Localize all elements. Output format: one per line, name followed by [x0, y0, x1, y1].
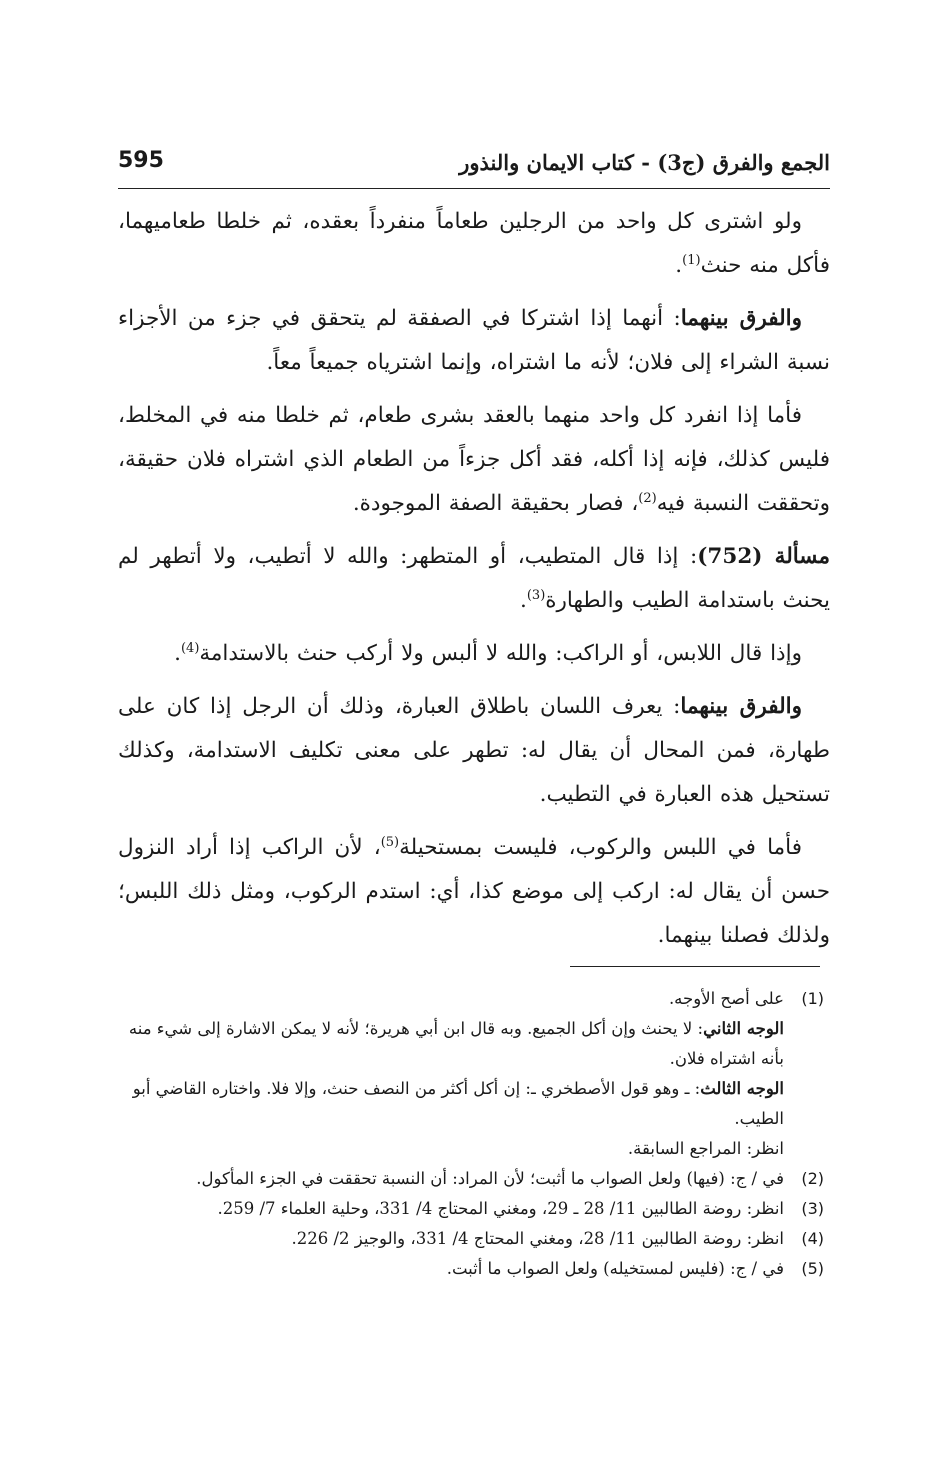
- footnote-1-reference: انظر: المراجع السابقة.: [627, 1139, 784, 1158]
- masala-paragraph: مسألة (752): إذا قال المتطيب، أو المتطهر: والله لا أتطيب، ولا أتطهر لم يحنث باستدامة الطيب والطهارة$^{(3)}$.: [118, 544, 831, 613]
- paragraph-6: [118, 685, 830, 817]
- paragraph-1: ولو اشترى كل واحد من الرجلين طعاماً منفرداً بعقده، ثم خلطا طعاميهما، فأكل منه حنث$^{(1)}$.: [118, 209, 830, 278]
- paragraph-5: وإذا قال اللابس، أو الراكب: والله لا ألبس ولا أركب حنث بالاستدامة$^{(4)}$.: [174, 640, 802, 666]
- footnote-number: (2): [801, 1169, 824, 1188]
- footnote-divider: [570, 966, 820, 967]
- footnote-number: (1): [801, 989, 824, 1008]
- footnote-4: [118, 1224, 830, 1254]
- masala-heading: مسألة (752): [697, 544, 831, 569]
- footnote-ref-2: (2): [638, 490, 657, 506]
- paragraph-3-end: ، فصار بحقيقة الصفة الموجودة.: [352, 491, 639, 516]
- footnote-2: [118, 1164, 830, 1194]
- footnote-1-second-view: [118, 1014, 830, 1074]
- footnote-2-text: في / ج: (فيها) ولعل الصواب ما أثبت؛ لأن المراد: أن النسبة تحققت في الجزء المأكول.: [196, 1169, 784, 1188]
- footnote-1: [118, 984, 830, 1014]
- paragraph-3: [118, 394, 830, 526]
- paragraph-7: [118, 826, 830, 958]
- main-text: [118, 200, 830, 967]
- third-view-text: : ـ وهو قول الأصطخري ـ: إن أكل أكثر من النصف حنث، وإلا فلا. واختاره القاضي أبو الطيب.: [132, 1079, 784, 1128]
- paragraph-6-text: : يعرف اللسان باطلاق العبارة، وذلك أن الرجل إذا كان على طهارة، فمن المحال أن يقال له: تطهر على معنى تكليف الاستدامة، وكذلك تستحيل هذه العبارة في التطيب.: [118, 694, 830, 807]
- paragraph-5-text: وإذا قال اللابس، أو الراكب: والله لا ألبس ولا أركب حنث بالاستدامة: [199, 641, 802, 666]
- difference-heading-2: والفرق بينهما: [680, 694, 802, 719]
- footnote-ref-4: (4): [180, 640, 200, 656]
- second-view-text: : لا يحنث وإن أكل الجميع. وبه قال ابن أبي هريرة؛ لأنه لا يمكن الاشارة إلى شيء منه بأنه اشتراه فلان.: [128, 1019, 784, 1068]
- second-view-heading: الوجه الثاني: [703, 1019, 784, 1038]
- footnote-5-text: في / ج: (فليس لمستخيله) ولعل الصواب ما أثبت.: [446, 1259, 784, 1278]
- footnote-1-third-view: [118, 1074, 830, 1134]
- paragraph-1-text: ولو اشترى كل واحد من الرجلين طعاماً منفرداً بعقده، ثم خلطا طعاميهما، فأكل منه حنث: [118, 209, 830, 278]
- paragraph-2: [118, 297, 830, 385]
- footnotes: [118, 984, 830, 1284]
- running-title: الجمع والفرق (ج3) - كتاب الايمان والنذور: [459, 150, 830, 175]
- difference-heading: والفرق بينهما: [680, 306, 802, 331]
- footnote-ref-5: (5): [380, 834, 400, 850]
- paragraph-2-text: : أنهما إذا اشتركا في الصفقة لم يتحقق في جزء من الأجزاء نسبة الشراء إلى فلان؛ لأنه ما اشتراه، وإنما اشترياه جميعاً معاً.: [118, 306, 830, 375]
- page-number: 595: [118, 148, 164, 173]
- footnote-number: (4): [801, 1229, 824, 1248]
- footnote-number: (5): [801, 1259, 824, 1278]
- paragraph-7-text: فأما في اللبس والركوب، فليست بمستحيلة: [399, 835, 802, 860]
- footnote-3-text: انظر: روضة الطالبين 11/ 28 ـ 29، ومغني المحتاج 4/ 331، وحلية العلماء 7/ 259.: [217, 1199, 784, 1218]
- footnote-number: (3): [801, 1199, 824, 1218]
- footnote-ref-3: (3): [526, 587, 546, 603]
- footnote-1-text: على أصح الأوجه.: [668, 989, 784, 1008]
- footnote-3: [118, 1194, 830, 1224]
- paragraph-3-text: فأما إذا انفرد كل واحد منهما بالعقد بشرى طعام، ثم خلطا منه في المخلط، فليس كذلك، فإنه إذا أكله، فقد أكل جزءاً من الطعام الذي اشتراه فلان حقيقة، وتحققت النسبة فيه: [118, 403, 830, 516]
- footnote-5: [118, 1254, 830, 1284]
- paragraph-7-end: ، لأن الراكب إذا أراد النزول حسن أن يقال له: اركب إلى موضع كذا، أي: استدم الركوب، ومثل ذلك اللبس؛ ولذلك فصلنا بينهما.: [118, 835, 830, 948]
- masala-text: : إذا قال المتطيب، أو المتطهر: والله لا أتطيب، ولا أتطهر لم يحنث باستدامة الطيب والطهارة: [118, 544, 830, 613]
- page-header: [118, 148, 830, 189]
- footnote-4-text: انظر: روضة الطالبين 11/ 28، ومغني المحتاج 4/ 331، والوجيز 2/ 226.: [291, 1229, 784, 1248]
- third-view-heading: الوجه الثالث: [700, 1079, 784, 1098]
- footnote-ref-1: (1): [682, 252, 701, 268]
